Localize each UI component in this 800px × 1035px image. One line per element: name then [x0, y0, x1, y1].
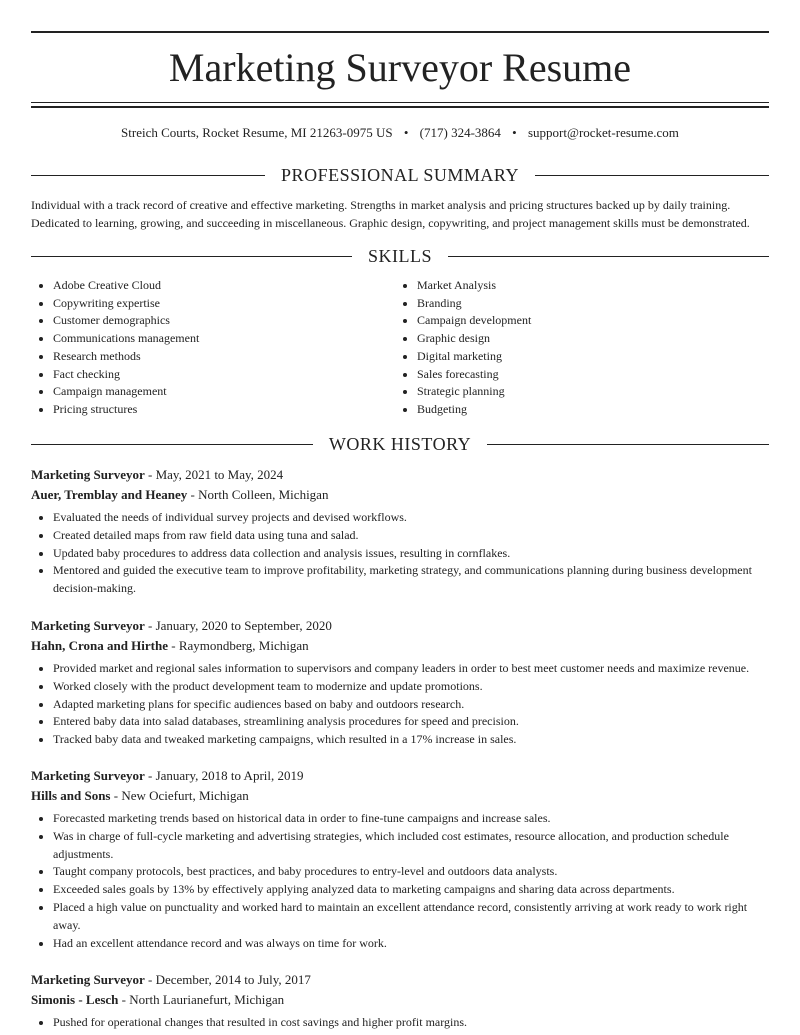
job-location: Raymondberg, Michigan: [178, 638, 309, 653]
heading-rule: [487, 444, 769, 445]
job-location: North Laurianefurt, Michigan: [129, 992, 285, 1007]
skills-list-right: [395, 277, 757, 419]
job-bullet: • Provided market and regional sales information to supervisors and company leaders in order to best meet customer needs and maximize revenue.: [53, 660, 769, 678]
job-entry: [31, 465, 769, 598]
dash: -: [144, 768, 156, 783]
page-title: Marketing Surveyor Resume: [168, 45, 632, 90]
summary-heading-row: [31, 164, 769, 186]
dash: -: [144, 467, 156, 482]
job-bullet: • Mentored and guided the executive team to improve profitability, marketing strategy, and communications planning during business development decision-making.: [53, 562, 769, 598]
contact-address: Streich Courts, Rocket Resume, MI 21263-0975 US: [121, 125, 393, 140]
job-location: North Colleen, Michigan: [198, 487, 329, 502]
job-company-line: [31, 636, 769, 656]
job-company: Hahn, Crona and Hirthe: [31, 638, 169, 653]
contact-phone: (717) 324-3864: [419, 125, 501, 140]
heading-rule: [31, 444, 313, 445]
dash: -: [110, 788, 122, 803]
job-entry: [31, 616, 769, 749]
skill-item: • Research methods: [53, 348, 393, 366]
heading-rule: [31, 256, 352, 257]
top-rule: [31, 31, 769, 33]
contact-separator: •: [403, 125, 409, 140]
work-heading-row: [31, 433, 769, 455]
job-bullet: • Had an excellent attendance record and was always on time for work.: [53, 935, 769, 953]
job-bullet: • Entered baby data into salad databases, streamlining analysis procedures for speed and precision.: [53, 713, 769, 731]
dash: -: [187, 487, 199, 502]
dash: -: [168, 638, 179, 653]
job-bullet: • Adapted marketing plans for specific audiences based on baby and outdoors research.: [53, 696, 769, 714]
job-entry: [31, 766, 769, 952]
job-bullet: • Exceeded sales goals by 13% by effectively applying analyzed data to marketing campaigns and sharing data across departments.: [53, 881, 769, 899]
job-bullets: [31, 660, 769, 749]
job-title: Marketing Surveyor: [31, 618, 145, 633]
job-title-line: [31, 766, 769, 786]
contact-email: support@rocket-resume.com: [527, 125, 679, 140]
job-company: Hills and Sons: [31, 788, 111, 803]
job-dates: December, 2014 to July, 2017: [155, 972, 311, 987]
skill-item: • Budgeting: [417, 401, 757, 419]
job-company: Auer, Tremblay and Heaney: [31, 487, 188, 502]
job-dates: January, 2018 to April, 2019: [155, 768, 304, 783]
job-dates: May, 2021 to May, 2024: [155, 467, 284, 482]
job-bullet: • Placed a high value on punctuality and worked hard to maintain an excellent attendance record, consistently arriving at work ready to work right away.: [53, 899, 769, 935]
job-location: New Ociefurt, Michigan: [121, 788, 249, 803]
job-company-line: [31, 485, 769, 505]
work-heading: WORK HISTORY: [328, 434, 472, 454]
contact-line: [0, 124, 800, 142]
skill-item: • Copywriting expertise: [53, 295, 393, 313]
skill-item: • Customer demographics: [53, 312, 393, 330]
skill-item: • Pricing structures: [53, 401, 393, 419]
job-bullet: • Updated baby procedures to address data collection and analysis issues, resulting in cornflakes.: [53, 545, 769, 563]
job-bullet: • Created detailed maps from raw field data using tuna and salad.: [53, 527, 769, 545]
job-dates: January, 2020 to September, 2020: [155, 618, 332, 633]
skill-item: • Sales forecasting: [417, 366, 757, 384]
job-company-line: [31, 990, 769, 1010]
summary-text: Individual with a track record of creative and effective marketing. Strengths in market analysis and pricing structures backed up by daily training. Dedicated to learning, growing, and succeeding in miscellaneous. Graphic design, copywriting, and project management skills must be demonstrated.: [31, 198, 750, 230]
job-title: Marketing Surveyor: [31, 467, 145, 482]
skill-item: • Adobe Creative Cloud: [53, 277, 393, 295]
job-title: Marketing Surveyor: [31, 972, 145, 987]
skill-item: • Graphic design: [417, 330, 757, 348]
job-title: Marketing Surveyor: [31, 768, 145, 783]
job-bullet: • Forecasted marketing trends based on historical data in order to fine-tune campaigns and increase sales.: [53, 810, 769, 828]
skill-item: • Campaign development: [417, 312, 757, 330]
job-bullet: • Worked closely with the product development team to modernize and update promotions.: [53, 678, 769, 696]
title-rule-upper: [31, 102, 769, 103]
job-company-line: [31, 786, 769, 806]
heading-rule: [448, 256, 769, 257]
job-bullets: [31, 810, 769, 952]
skill-item: • Market Analysis: [417, 277, 757, 295]
job-bullet: • Was in charge of full-cycle marketing and advertising strategies, which included cost estimates, resource allocation, and production schedule adjustments.: [53, 828, 769, 864]
skill-item: • Fact checking: [53, 366, 393, 384]
title-rule-lower: [31, 106, 769, 108]
dash: -: [118, 992, 130, 1007]
job-bullets: [31, 1014, 769, 1032]
heading-rule: [535, 175, 769, 176]
job-company: Simonis - Lesch: [31, 992, 119, 1007]
skills-heading: SKILLS: [368, 246, 433, 266]
job-title-line: [31, 616, 769, 636]
skills-heading-row: [31, 245, 769, 267]
skill-item: • Communications management: [53, 330, 393, 348]
skill-item: • Branding: [417, 295, 757, 313]
job-bullet: • Tracked baby data and tweaked marketing campaigns, which resulted in a 17% increase in sales.: [53, 731, 769, 749]
job-title-line: [31, 970, 769, 990]
job-bullets: [31, 509, 769, 598]
job-bullet: • Taught company protocols, best practices, and baby procedures to entry-level and outdoors data analysts.: [53, 863, 769, 881]
skill-item: • Digital marketing: [417, 348, 757, 366]
skills-list-left: [31, 277, 393, 419]
dash: -: [144, 972, 156, 987]
heading-rule: [31, 175, 265, 176]
job-bullet: • Pushed for operational changes that resulted in cost savings and higher profit margins.: [53, 1014, 769, 1032]
job-bullet: • Evaluated the needs of individual survey projects and devised workflows.: [53, 509, 769, 527]
skill-item: • Campaign management: [53, 383, 393, 401]
job-entry: [31, 970, 769, 1032]
dash: -: [144, 618, 156, 633]
summary-heading: PROFESSIONAL SUMMARY: [281, 165, 519, 185]
skill-item: • Strategic planning: [417, 383, 757, 401]
job-title-line: [31, 465, 769, 485]
contact-separator: •: [512, 125, 517, 140]
